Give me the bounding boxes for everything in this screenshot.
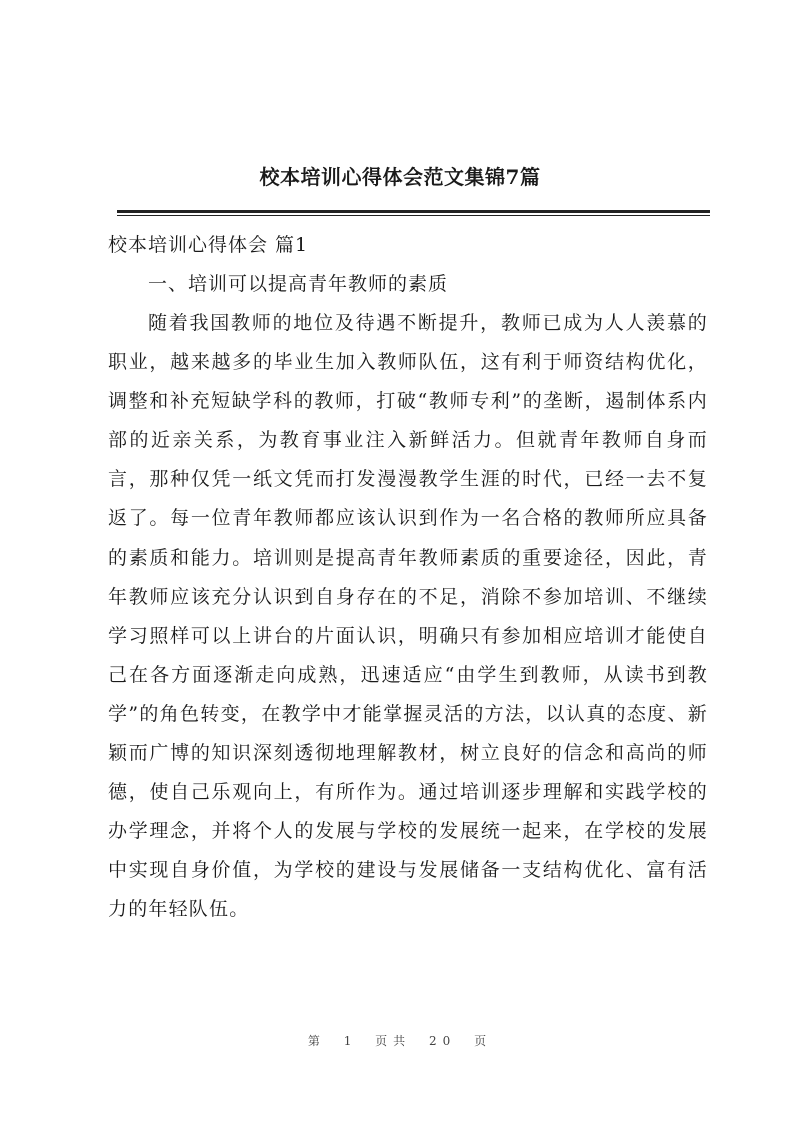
document-body	[108, 226, 708, 930]
footer-prefix: 第	[307, 1034, 326, 1048]
footer-middle: 页共	[375, 1034, 412, 1048]
title-rule-thick	[117, 210, 710, 213]
section-heading: 校本培训心得体会 篇1	[108, 234, 309, 256]
footer-suffix: 页	[474, 1034, 493, 1048]
sub-heading: 一、培训可以提高青年教师的素质	[148, 273, 449, 295]
document-title: 校本培训心得体会范文集锦7篇	[259, 165, 541, 189]
page-footer	[0, 1032, 800, 1049]
footer-page-number: 1	[343, 1034, 358, 1048]
title-rule-thin	[117, 215, 710, 216]
body-paragraph: 随着我国教师的地位及待遇不断提升，教师已成为人人羡慕的职业，越来越多的毕业生加入教师队伍，这有利于师资结构优化，调整和补充短缺学科的教师，打破“教师专利”的垄断，遏制体系内部的近亲关系，为教育事业注入新鲜活力。但就青年教师自身而言，那种仅凭一纸文凭而打发漫漫教学生涯的时代，已经一去不复返了。每一位青年教师都应该认识到作为一名合格的教师所应具备的素质和能力。培训则是提高青年教师素质的重要途径，因此，青年教师应该充分认识到自身存在的不足，消除不参加培训、不继续学习照样可以上讲台的片面认识，明确只有参加相应培训才能使自己在各方面逐渐走向成熟，迅速适应“由学生到教师，从读书到教学”的角色转变，在教学中才能掌握灵活的方法，以认真的态度、新颖而广博的知识深刻透彻地理解教材，树立良好的信念和高尚的师德，使自己乐观向上，有所作为。通过培训逐步理解和实践学校的办学理念，并将个人的发展与学校的发展统一起来，在学校的发展中实现自身价值，为学校的建设与发展储备一支结构优化、富有活力的年轻队伍。	[108, 312, 708, 921]
footer-total-pages: 20	[429, 1034, 457, 1048]
